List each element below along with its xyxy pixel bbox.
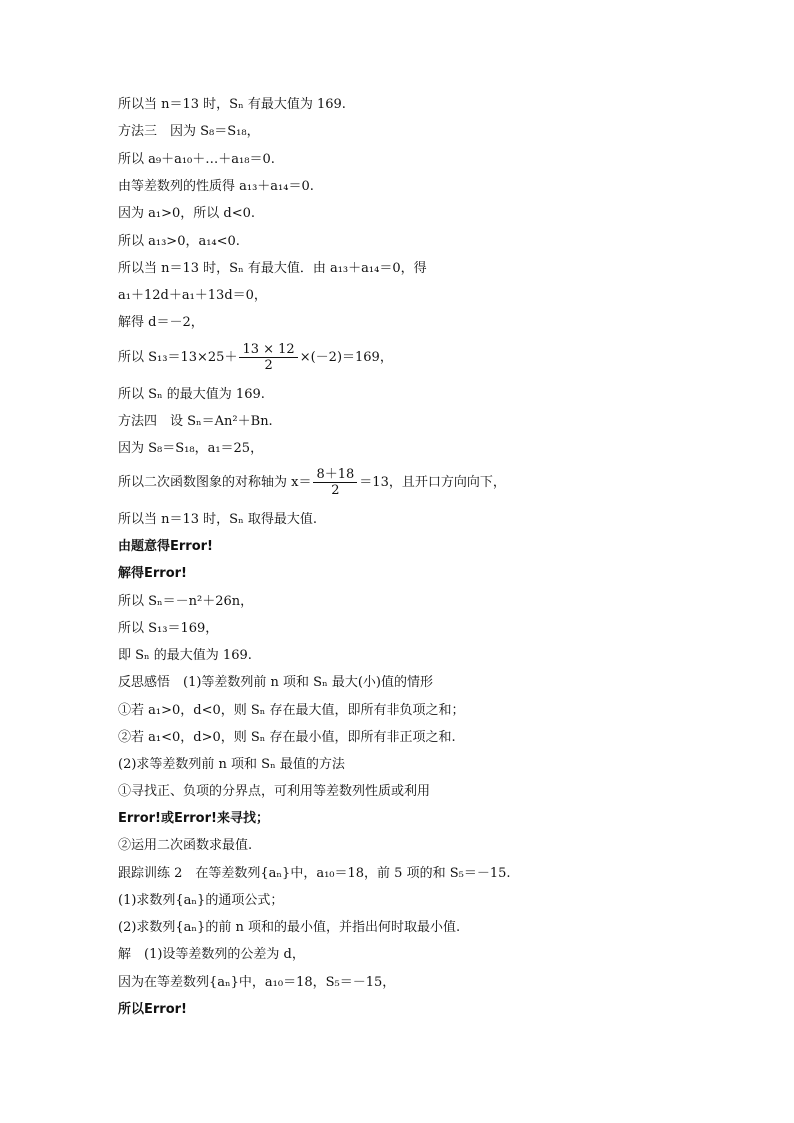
- text-line: 解 (1)设等差数列的公差为 d，: [118, 947, 305, 962]
- text-line: 所以 Sₙ＝－n²＋26n，: [118, 594, 254, 609]
- text-line: 所以 a₉＋a₁₀＋…＋a₁₈＝0.: [118, 152, 275, 167]
- fraction-numerator: 13 × 12: [239, 342, 297, 358]
- text-line: 所以当 n＝13 时，Sₙ 取得最大值.: [118, 512, 317, 527]
- text-line: 跟踪训练 2 在等差数列{aₙ}中，a₁₀＝18，前 5 项的和 S₅＝－15.: [118, 866, 511, 881]
- text-line: ②若 a₁<0，d>0，则 Sₙ 存在最小值，即所有非正项之和.: [118, 730, 456, 745]
- text-line: a₁＋12d＋a₁＋13d＝0，: [118, 288, 267, 303]
- text-line: 因为在等差数列{aₙ}中，a₁₀＝18，S₅＝－15，: [118, 975, 396, 990]
- text-line: (2)求数列{aₙ}的前 n 项和的最小值，并指出何时取最小值.: [118, 920, 461, 935]
- text-line: 解得 d＝－2，: [118, 315, 204, 330]
- text-line: 由等差数列的性质得 a₁₃＋a₁₄＝0.: [118, 179, 314, 194]
- text-line: 所以Error!: [118, 1002, 187, 1017]
- formula-line: [118, 467, 506, 498]
- text-line: 所以 a₁₃>0，a₁₄<0.: [118, 234, 240, 249]
- text-line: 由题意得Error!: [118, 539, 213, 554]
- formula-suffix: ×(－2)＝169，: [299, 350, 393, 365]
- text-line: Error!或Error!来寻找；: [118, 811, 269, 826]
- formula-suffix: ＝13，且开口方向向下，: [359, 475, 506, 490]
- text-line: 解得Error!: [118, 566, 187, 581]
- text-line: 所以 S₁₃＝169，: [118, 621, 219, 636]
- formula-prefix: 所以二次函数图象的对称轴为 x＝: [118, 475, 312, 490]
- text-line: 所以 Sₙ 的最大值为 169.: [118, 387, 265, 402]
- text-line: (1)求数列{aₙ}的通项公式；: [118, 893, 284, 908]
- text-line: ①寻找正、负项的分界点，可利用等差数列性质或利用: [118, 784, 431, 799]
- text-line: 所以当 n＝13 时，Sₙ 有最大值为 169.: [118, 97, 346, 112]
- text-line: 方法四 设 Sₙ＝An²＋Bn.: [118, 414, 273, 429]
- text-line: 反思感悟 (1)等差数列前 n 项和 Sₙ 最大(小)值的情形: [118, 675, 433, 690]
- formula-prefix: 所以 S₁₃＝13×25＋: [118, 350, 238, 365]
- fraction: [313, 467, 357, 498]
- fraction-denominator: 2: [331, 483, 340, 498]
- text-line: (2)求等差数列前 n 项和 Sₙ 最值的方法: [118, 757, 345, 772]
- formula-line: [118, 342, 393, 373]
- fraction: [239, 342, 297, 373]
- fraction-denominator: 2: [264, 358, 273, 373]
- text-line: 即 Sₙ 的最大值为 169.: [118, 648, 252, 663]
- fraction-numerator: 8＋18: [313, 467, 357, 483]
- text-line: 方法三 因为 S₈＝S₁₈，: [118, 124, 260, 139]
- text-line: ①若 a₁>0，d<0，则 Sₙ 存在最大值，即所有非负项之和；: [118, 703, 465, 718]
- text-line: 因为 a₁>0，所以 d<0.: [118, 206, 256, 221]
- text-line: 因为 S₈＝S₁₈，a₁＝25，: [118, 441, 264, 456]
- text-line: 所以当 n＝13 时，Sₙ 有最大值．由 a₁₃＋a₁₄＝0，得: [118, 261, 427, 276]
- text-line: ②运用二次函数求最值.: [118, 838, 253, 853]
